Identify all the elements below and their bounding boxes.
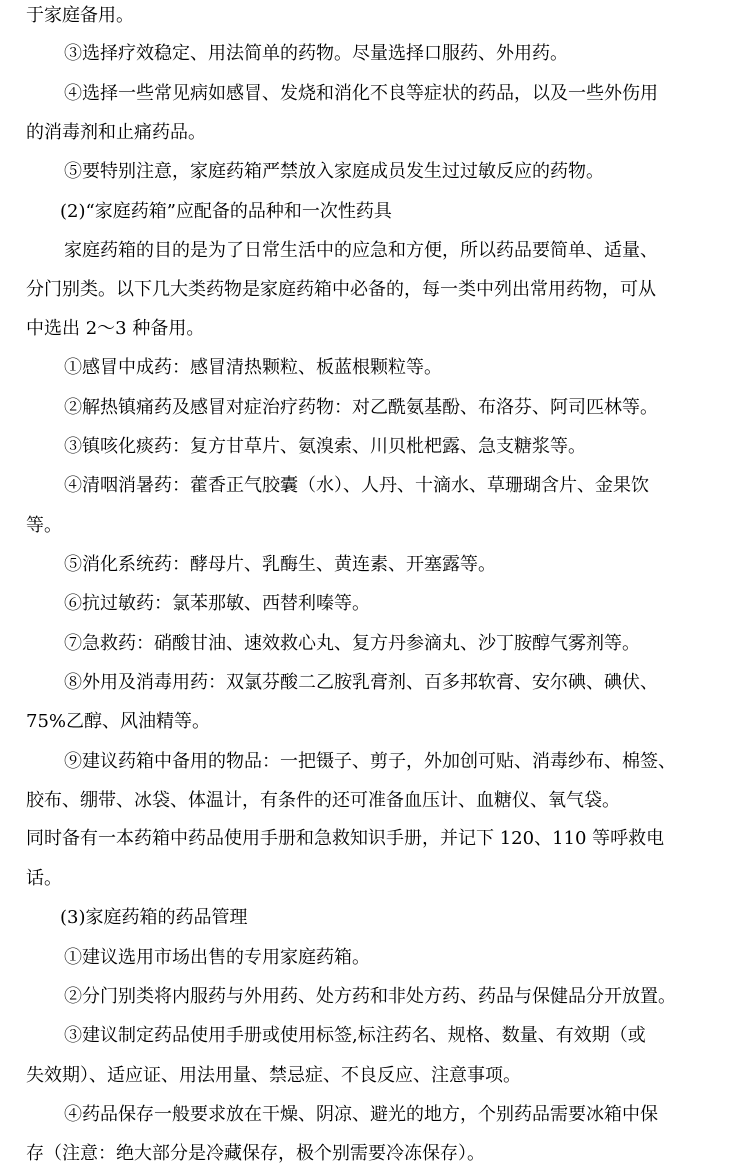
text-line: 75%乙醇、风油精等。 (26, 711, 211, 732)
text-line: 于家庭备用。 (26, 5, 134, 26)
text-line: ⑧外用及消毒用药：双氯芬酸二乙胺乳膏剂、百多邦软膏、安尔碘、碘伏、 (64, 672, 658, 693)
text-line: ⑤要特别注意，家庭药箱严禁放入家庭成员发生过过敏反应的药物。 (64, 161, 604, 182)
text-line: ③建议制定药品使用手册或使用标签,标注药名、规格、数量、有效期（或 (64, 1025, 646, 1046)
text-line: ⑦急救药：硝酸甘油、速效救心丸、复方丹参滴丸、沙丁胺醇气雾剂等。 (64, 633, 640, 654)
text-line: ⑤消化系统药：酵母片、乳酶生、黄连素、开塞露等。 (64, 554, 496, 575)
text-line: 中选出 2～3 种备用。 (26, 318, 205, 339)
text-line: ⑥抗过敏药：氯苯那敏、西替利嗪等。 (64, 593, 370, 614)
text-line: ②分门别类将内服药与外用药、处方药和非处方药、药品与保健品分开放置。 (64, 986, 676, 1007)
section-heading: (2)“家庭药箱”应配备的品种和一次性药具 (60, 201, 392, 222)
text-line: ②解热镇痛药及感冒对症治疗药物：对乙酰氨基酚、布洛芬、阿司匹林等。 (64, 397, 658, 418)
text-line: 存（注意：绝大部分是冷藏保存，极个别需要冷冻保存）。 (26, 1143, 485, 1164)
text-line: ④清咽消暑药：藿香正气胶囊（水）、人丹、十滴水、草珊瑚含片、金果饮 (64, 475, 649, 496)
text-line: ①感冒中成药：感冒清热颗粒、板蓝根颗粒等。 (64, 357, 442, 378)
text-line: 家庭药箱的目的是为了日常生活中的应急和方便，所以药品要简单、适量、 (64, 240, 658, 261)
text-line: 的消毒剂和止痛药品。 (26, 122, 206, 143)
text-line: ④选择一些常见病如感冒、发烧和消化不良等症状的药品，以及一些外伤用 (64, 83, 658, 104)
text-line: ③镇咳化痰药：复方甘草片、氨溴索、川贝枇杷露、急支糖浆等。 (64, 436, 586, 457)
text-line: 失效期）、适应证、用法用量、禁忌症、不良反应、注意事项。 (26, 1065, 521, 1086)
text-line: 胶布、绷带、冰袋、体温计，有条件的还可准备血压计、血糖仪、氧气袋。 (26, 790, 620, 811)
text-line: ④药品保存一般要求放在干燥、阴凉、避光的地方，个别药品需要冰箱中保 (64, 1104, 658, 1125)
text-line: ①建议选用市场出售的专用家庭药箱。 (64, 947, 370, 968)
text-line: 话。 (26, 868, 62, 889)
text-line: 等。 (26, 515, 62, 536)
text-line: ⑨建议药箱中备用的物品：一把镊子、剪子，外加创可贴、消毒纱布、棉签、 (64, 751, 676, 772)
text-line: 分门别类。以下几大类药物是家庭药箱中必备的，每一类中列出常用药物，可从 (26, 279, 656, 300)
text-line: 同时备有一本药箱中药品使用手册和急救知识手册，并记下 120、110 等呼救电 (26, 828, 665, 849)
text-line: ③选择疗效稳定、用法简单的药物。尽量选择口服药、外用药。 (64, 43, 568, 64)
section-heading: (3)家庭药箱的药品管理 (60, 907, 248, 928)
